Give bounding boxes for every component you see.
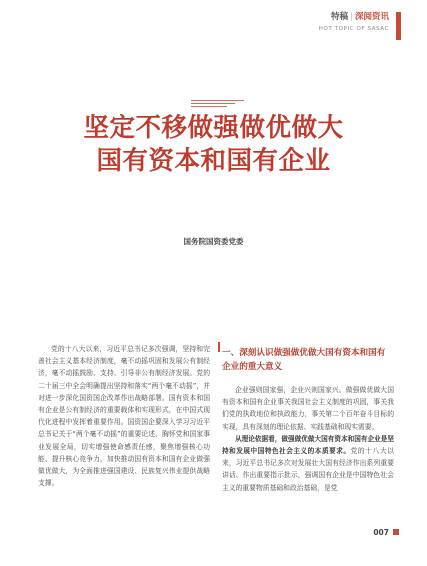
- right-paragraph-2-rest: 党的十八大以来，习近平总书记多次对发展壮大国有经济作出系列重要讲话、作出重要指示批示，强调国有企业是中国特色社会主义的重要物质基础和政治基础，是党: [222, 447, 395, 492]
- right-paragraph-2-lead: 从理论依据看，做强做优做大国有资本和国有企业是坚持和发展中国特色社会主义的本质要求。: [222, 434, 394, 456]
- right-paragraph-2: [222, 433, 394, 494]
- header-column-name: 深阅资讯: [354, 12, 389, 22]
- header-accent-bar: [396, 12, 401, 40]
- header-tag: 特稿: [331, 12, 349, 22]
- page-header: [319, 12, 389, 32]
- right-paragraph-1: 企业强则国家强，企业兴则国家兴。做强做优做大国有资本和国有企业事关我国社会主义制度的巩固，事关我们党的执政地位和执政能力，事关第二个百年奋斗目标的实现，具有深刻的理论依据、实践基础和现实需要。: [222, 386, 394, 431]
- section-heading-marker: [218, 342, 220, 352]
- right-column: [222, 384, 394, 494]
- section-heading: 一、深刻认识做强做优做大国有资本和国有企业的重大意义: [222, 348, 386, 372]
- article-title: [0, 112, 427, 178]
- article-title-line2: 国有资本和国有企业: [96, 146, 331, 176]
- left-column-paragraph: 党的十八大以来，习近平总书记多次强调，坚持和完善社会主义基本经济制度，毫不动摇巩固和发展公有制经济，毫不动摇鼓励、支持、引导非公有制经济发展。党的二十届三中全会明确提出坚持和落实“两个毫不动摇”，并对进一步深化国资国企改革作出战略部署。国有资本和国有企业是公有制经济的重要载体和实现形式，在中国式现代化进程中发挥着重要作用。国资国企要深入学习习近平总书记关于“两个毫不动摇”的重要论述，胸怀党和国家事业发展全局，切实增强使命感责任感，聚焦增强核心功能、提升核心竞争力，加快推动国有资本和国有企业做强做优做大，为全面推进强国建设、民族复兴伟业提供战略支撑。: [38, 345, 210, 488]
- header-subtitle-en: HOT TOPIC OF SASAC: [318, 26, 389, 32]
- page-number: 007: [373, 528, 389, 537]
- header-section-line: [319, 12, 389, 23]
- header-separator: |: [350, 12, 353, 22]
- title-decoration-stripes: [191, 100, 244, 109]
- article-author: 国务院国资委党委: [183, 237, 244, 246]
- article-title-line1: 坚定不移做强做优做大: [83, 113, 344, 143]
- page-number-marker: [393, 529, 399, 535]
